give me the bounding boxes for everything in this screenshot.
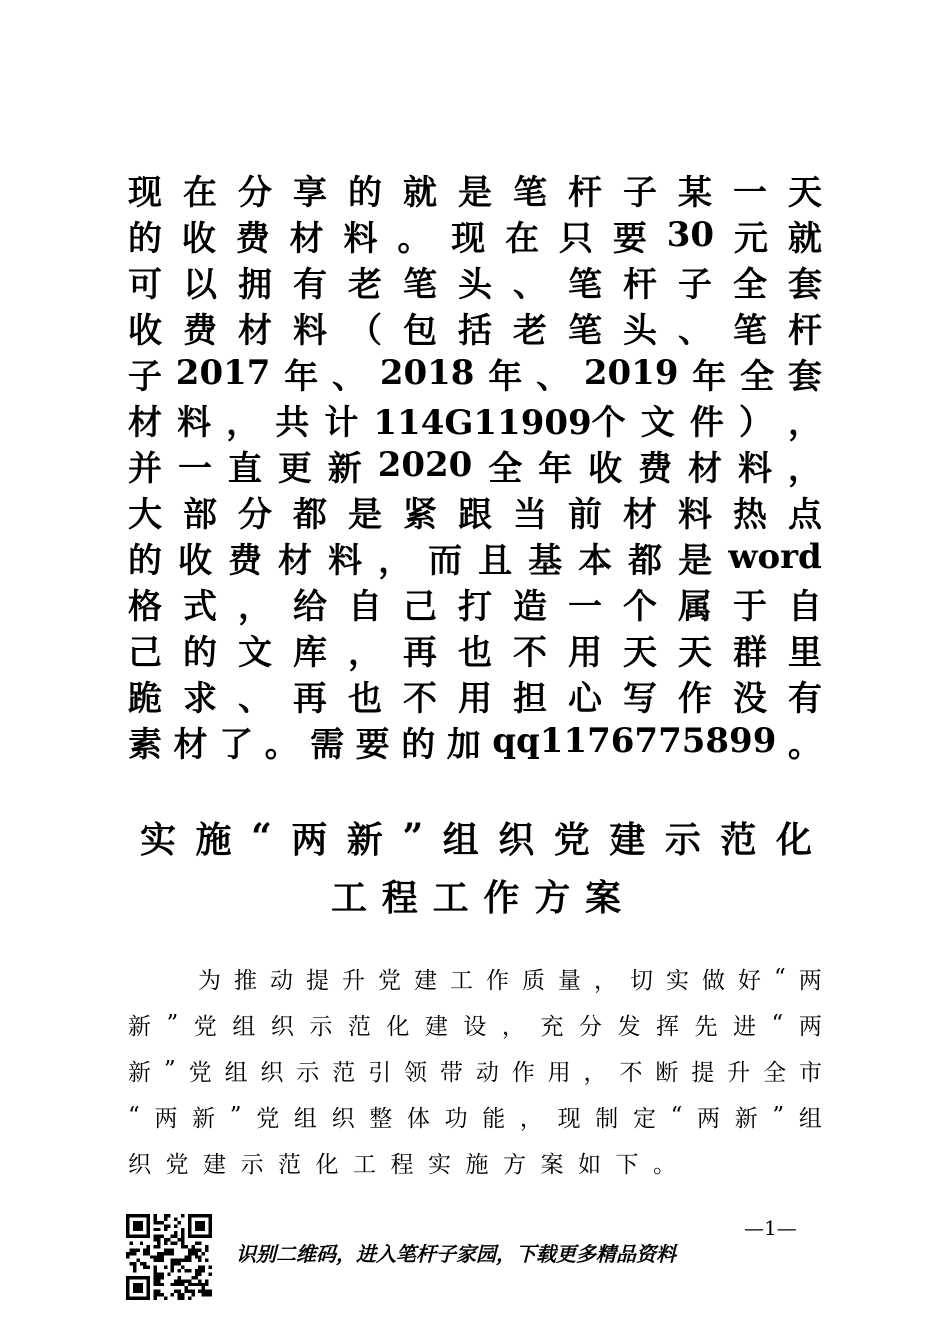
text-token: 天 <box>788 172 822 213</box>
text-token: 杆 <box>568 172 602 213</box>
text-token: 在 <box>505 218 540 259</box>
text-token: 、 <box>238 678 272 719</box>
text-token: 分 <box>238 494 272 535</box>
text-token: 114G11909个 <box>373 402 626 443</box>
text-token: 笔 <box>513 172 547 213</box>
text-token: 方 <box>503 1151 526 1178</box>
text-token: ， <box>519 1105 543 1132</box>
text-line <box>128 1139 822 1185</box>
text-token: 、 <box>536 356 571 397</box>
text-token: 格 <box>128 586 162 627</box>
text-token: 再 <box>293 678 327 719</box>
title-char: 示 <box>664 818 701 861</box>
text-token: 建 <box>424 1013 448 1040</box>
text-token: 发 <box>617 1013 641 1040</box>
text-token: 套 <box>788 264 822 305</box>
text-token: 加 <box>446 724 481 765</box>
text-token: 料 <box>737 448 772 489</box>
text-token: 材 <box>623 494 657 535</box>
text-token: 拥 <box>238 264 272 305</box>
text-token: ， <box>226 402 261 443</box>
text-token: 收 <box>588 448 623 489</box>
text-token: ， <box>378 540 413 581</box>
title-char: ” <box>402 816 424 858</box>
text-token: 工 <box>450 967 473 994</box>
text-token: 进 <box>733 1013 757 1040</box>
text-token: 收 <box>178 540 213 581</box>
text-token: 程 <box>390 1151 414 1178</box>
text-token: 热 <box>733 494 767 535</box>
text-token: 、 <box>332 356 367 397</box>
text-token: 料 <box>343 218 378 259</box>
text-token: 全 <box>488 448 523 489</box>
text-token: 杆 <box>788 310 822 351</box>
text-line <box>128 442 822 488</box>
text-token: 写 <box>623 678 657 719</box>
text-token: 充 <box>540 1013 564 1040</box>
text-token: 党 <box>193 1013 217 1040</box>
text-token: 群 <box>733 632 767 673</box>
text-line <box>128 534 822 580</box>
text-token: 杆 <box>623 264 657 305</box>
text-token: 、 <box>678 310 712 351</box>
text-line <box>128 166 822 212</box>
text-token: 可 <box>128 264 162 305</box>
text-token: 而 <box>428 540 463 581</box>
text-token: 一 <box>177 448 212 489</box>
title-char: 党 <box>553 818 590 861</box>
text-token: ， <box>787 448 822 489</box>
text-token: 了 <box>219 724 254 765</box>
text-token: ， <box>348 632 382 673</box>
text-token: 做 <box>702 967 725 994</box>
text-token: 带 <box>439 1059 463 1086</box>
text-token: 织 <box>270 1013 294 1040</box>
title-char: 组 <box>442 818 479 861</box>
text-token: 升 <box>727 1059 751 1086</box>
text-token: 括 <box>458 310 492 351</box>
text-token: 造 <box>513 586 547 627</box>
promo-paragraph <box>128 166 822 764</box>
text-token: 2019 <box>583 353 679 393</box>
text-token: 党 <box>188 1059 212 1086</box>
text-token: 当 <box>513 494 547 535</box>
text-token: 再 <box>403 632 437 673</box>
text-token: 料 <box>177 402 212 443</box>
title-char: 方 <box>534 876 571 919</box>
text-token: 建 <box>414 967 437 994</box>
text-line <box>128 488 822 534</box>
text-token: 2018 <box>379 353 475 393</box>
text-token: 个 <box>623 586 657 627</box>
text-token: 笔 <box>568 310 602 351</box>
text-token: 设 <box>463 1013 487 1040</box>
text-token: 体 <box>406 1105 430 1132</box>
text-token: 整 <box>369 1105 393 1132</box>
qr-caption: 识别二维码，进入笔杆子家园，下载更多精品资料 <box>236 1242 676 1266</box>
text-token: 紧 <box>403 494 437 535</box>
text-token: 党 <box>378 967 401 994</box>
text-token: 、 <box>513 264 547 305</box>
text-token: 工 <box>353 1151 376 1178</box>
text-token: ， <box>501 1013 525 1040</box>
text-token: 用 <box>547 1059 571 1086</box>
text-token: 织 <box>128 1151 151 1178</box>
title-char: 范 <box>720 818 757 861</box>
title-line-1 <box>140 812 812 862</box>
page-number: —1— <box>744 1216 797 1240</box>
text-token: 于 <box>733 586 767 627</box>
text-token: “ <box>670 1103 683 1129</box>
text-token: 组 <box>293 1105 317 1132</box>
text-token: 且 <box>478 540 513 581</box>
text-token: 现 <box>557 1105 581 1132</box>
text-token: 没 <box>733 678 767 719</box>
text-token: 全 <box>740 356 775 397</box>
text-line <box>128 580 822 626</box>
text-token: 材 <box>173 724 208 765</box>
text-token: 量 <box>558 967 581 994</box>
text-token: 要 <box>612 218 647 259</box>
text-token: 就 <box>403 172 437 213</box>
text-token: 己 <box>128 632 162 673</box>
text-token: 天 <box>678 632 712 673</box>
text-token: 基 <box>528 540 563 581</box>
text-token: 费 <box>235 218 270 259</box>
text-token: 材 <box>688 448 723 489</box>
text-token: 材 <box>128 402 162 443</box>
text-token: “ <box>128 1103 140 1129</box>
text-token: 共 <box>275 402 310 443</box>
text-token: ） <box>738 402 773 443</box>
text-token: 子 <box>623 172 657 213</box>
text-token: 化 <box>315 1151 339 1178</box>
text-token: 材 <box>238 310 272 351</box>
text-token: 己 <box>403 586 437 627</box>
text-token: 更 <box>277 448 312 489</box>
text-token: （ <box>348 310 382 351</box>
text-token: 笔 <box>733 310 767 351</box>
text-token: 。 <box>653 1151 676 1178</box>
title-char: 作 <box>483 876 520 919</box>
text-token: 子 <box>128 356 162 397</box>
text-token: 一 <box>733 172 767 213</box>
text-line <box>128 1093 822 1139</box>
text-token: 有 <box>293 264 327 305</box>
text-token: 示 <box>296 1059 320 1086</box>
text-token: 不 <box>513 632 547 673</box>
text-token: 材 <box>278 540 313 581</box>
text-token: 组 <box>798 1105 822 1132</box>
text-token: 都 <box>628 540 663 581</box>
text-token: 提 <box>691 1059 715 1086</box>
text-token: 库 <box>293 632 327 673</box>
title-char: “ <box>251 816 272 858</box>
text-token: 计 <box>324 402 359 443</box>
text-token: 组 <box>224 1059 248 1086</box>
text-token: 年 <box>284 356 319 397</box>
text-token: 的 <box>128 218 162 259</box>
text-line <box>128 718 822 764</box>
title-char: 工 <box>432 876 469 919</box>
text-token: 打 <box>458 586 492 627</box>
text-token: 2017 <box>175 353 271 393</box>
text-token: 天 <box>623 632 657 673</box>
text-token: 笔 <box>568 264 602 305</box>
text-token: 元 <box>733 218 768 259</box>
text-token: 老 <box>513 310 547 351</box>
text-token: 需 <box>310 724 345 765</box>
text-token: 示 <box>240 1151 264 1178</box>
text-token: ” <box>166 1011 179 1037</box>
text-token: 定 <box>632 1105 656 1132</box>
text-token: 不 <box>403 678 437 719</box>
text-token: 要 <box>355 724 390 765</box>
text-token: 素 <box>128 724 162 765</box>
text-token: 老 <box>348 264 382 305</box>
text-token: 领 <box>404 1059 428 1086</box>
text-token: ” <box>229 1103 242 1129</box>
text-token: 新 <box>734 1105 758 1132</box>
text-token: 2020 <box>377 445 473 485</box>
text-token: 部 <box>183 494 217 535</box>
text-token: ， <box>594 967 617 994</box>
text-token: 用 <box>458 678 492 719</box>
text-token: 两 <box>697 1105 721 1132</box>
title-char: 工 <box>331 876 368 919</box>
text-token: 两 <box>154 1105 178 1132</box>
text-token: 是 <box>458 172 492 213</box>
text-token: 质 <box>522 967 545 994</box>
text-token: 的 <box>348 172 382 213</box>
text-token: 是 <box>348 494 382 535</box>
title-char: 新 <box>346 818 383 861</box>
text-line <box>128 304 822 350</box>
title-char: 织 <box>498 818 535 861</box>
text-token: ” <box>772 1103 785 1129</box>
text-token: “ <box>774 965 786 991</box>
text-token: 收 <box>181 218 216 259</box>
text-token: 。 <box>397 218 432 259</box>
text-token: 就 <box>787 218 822 259</box>
title-char: 程 <box>381 876 418 919</box>
text-token: 能 <box>482 1105 506 1132</box>
text-token: 动 <box>270 967 293 994</box>
text-token: 年 <box>692 356 727 397</box>
title-line-2 <box>331 870 621 920</box>
text-token: 挥 <box>655 1013 679 1040</box>
text-token: “ <box>771 1011 784 1037</box>
text-token: 前 <box>568 494 602 535</box>
text-token: 制 <box>595 1105 619 1132</box>
text-token: 担 <box>513 678 547 719</box>
text-token: 提 <box>306 967 329 994</box>
text-token: 年 <box>538 448 573 489</box>
text-token: 不 <box>619 1059 643 1086</box>
text-token: 的 <box>128 540 162 581</box>
text-token: 以 <box>183 264 217 305</box>
text-token: 跟 <box>458 494 492 535</box>
title-char: 案 <box>584 876 621 919</box>
title-char: 建 <box>609 818 646 861</box>
text-token: ， <box>788 402 822 443</box>
text-token: word <box>728 537 822 577</box>
text-token: 如 <box>578 1151 601 1178</box>
title-char: 化 <box>775 818 812 861</box>
text-token: 组 <box>232 1013 256 1040</box>
text-token: 断 <box>655 1059 679 1086</box>
text-token: 求 <box>183 678 217 719</box>
text-token: 升 <box>342 967 365 994</box>
text-token: 。 <box>787 724 822 765</box>
text-token: 年 <box>488 356 523 397</box>
text-token: 里 <box>788 632 822 673</box>
text-token: 现 <box>128 172 162 213</box>
text-token: 只 <box>559 218 593 259</box>
text-token: 式 <box>183 586 217 627</box>
text-token: 自 <box>348 586 382 627</box>
text-line <box>128 1001 822 1047</box>
text-token: 作 <box>511 1059 535 1086</box>
text-token: 文 <box>640 402 675 443</box>
text-token: 新 <box>192 1105 216 1132</box>
text-token: 大 <box>128 494 162 535</box>
text-token: 笔 <box>403 264 437 305</box>
text-line <box>128 258 822 304</box>
text-token: 先 <box>694 1013 718 1040</box>
document-title <box>140 812 812 920</box>
text-token: 属 <box>678 586 712 627</box>
text-token: ” <box>163 1057 176 1083</box>
text-token: 为 <box>198 967 221 994</box>
text-token: 套 <box>787 356 822 397</box>
text-token: 一 <box>568 586 602 627</box>
text-line <box>128 626 822 672</box>
text-token: 作 <box>678 678 712 719</box>
text-token: 现 <box>451 218 486 259</box>
text-token: 新 <box>128 1013 151 1040</box>
text-token: 料 <box>678 494 712 535</box>
text-token: 是 <box>678 540 713 581</box>
text-token: 直 <box>227 448 262 489</box>
text-line <box>128 955 822 1001</box>
text-token: 30 <box>666 215 715 255</box>
text-token: 都 <box>293 494 327 535</box>
text-token: 作 <box>486 967 509 994</box>
text-line <box>128 672 822 718</box>
text-token: 费 <box>183 310 217 351</box>
text-token: 包 <box>403 310 437 351</box>
text-token: 织 <box>331 1105 355 1132</box>
text-token: 新 <box>327 448 362 489</box>
title-char: 实 <box>140 818 177 861</box>
text-token: 件 <box>689 402 724 443</box>
text-token: 也 <box>458 632 492 673</box>
text-token: 料 <box>293 310 327 351</box>
text-token: 费 <box>638 448 673 489</box>
text-token: 子 <box>678 264 712 305</box>
text-token: 头 <box>623 310 657 351</box>
text-token: 市 <box>798 1059 822 1086</box>
text-token: 某 <box>678 172 712 213</box>
text-token: 用 <box>568 632 602 673</box>
text-token: 享 <box>293 172 327 213</box>
text-token: 范 <box>278 1151 301 1178</box>
text-token: 的 <box>401 724 436 765</box>
text-token: 全 <box>763 1059 787 1086</box>
text-token: 两 <box>798 1013 822 1040</box>
text-token: 并 <box>128 448 162 489</box>
text-token: 收 <box>128 310 162 351</box>
text-token: 文 <box>238 632 272 673</box>
text-token: 点 <box>788 494 822 535</box>
text-token: 施 <box>465 1151 489 1178</box>
text-token: 跪 <box>128 678 162 719</box>
text-token: qq1176775899 <box>492 721 777 761</box>
text-line <box>128 1047 822 1093</box>
text-token: 头 <box>458 264 492 305</box>
title-char: 施 <box>195 818 232 861</box>
text-token: 实 <box>666 967 689 994</box>
text-token: ， <box>238 586 272 627</box>
body-paragraph <box>128 955 822 1185</box>
text-token: 织 <box>260 1059 284 1086</box>
text-token: 党 <box>256 1105 280 1132</box>
text-token: 推 <box>234 967 257 994</box>
text-token: 全 <box>733 264 767 305</box>
text-token: 两 <box>798 967 822 994</box>
text-token: 引 <box>368 1059 392 1086</box>
text-token: 动 <box>475 1059 499 1086</box>
text-token: 党 <box>165 1151 189 1178</box>
text-token: 化 <box>386 1013 410 1040</box>
text-token: 在 <box>183 172 217 213</box>
text-token: 材 <box>289 218 324 259</box>
text-token: 新 <box>128 1059 151 1086</box>
text-token: 分 <box>578 1013 602 1040</box>
text-token: 。 <box>264 724 299 765</box>
text-token: 的 <box>183 632 217 673</box>
text-token: 费 <box>228 540 263 581</box>
text-token: 建 <box>203 1151 226 1178</box>
text-token: 好 <box>738 967 761 994</box>
text-token: 示 <box>309 1013 333 1040</box>
text-token: 本 <box>578 540 613 581</box>
text-token: 给 <box>293 586 327 627</box>
text-token: 心 <box>568 678 602 719</box>
text-token: 功 <box>444 1105 468 1132</box>
title-char: 两 <box>291 818 328 861</box>
text-token: 范 <box>347 1013 371 1040</box>
text-token: ， <box>583 1059 607 1086</box>
text-token: 料 <box>328 540 363 581</box>
text-token: 自 <box>788 586 822 627</box>
text-token: 实 <box>428 1151 451 1178</box>
text-line <box>128 212 822 258</box>
text-token: 案 <box>540 1151 564 1178</box>
text-token: 范 <box>332 1059 356 1086</box>
text-line <box>128 350 822 396</box>
qr-code-icon <box>126 1214 212 1300</box>
text-token: 下 <box>615 1151 639 1178</box>
text-line <box>128 396 822 442</box>
text-token: 切 <box>630 967 653 994</box>
text-token: 分 <box>238 172 272 213</box>
text-token: 也 <box>348 678 382 719</box>
text-token: 有 <box>788 678 822 719</box>
